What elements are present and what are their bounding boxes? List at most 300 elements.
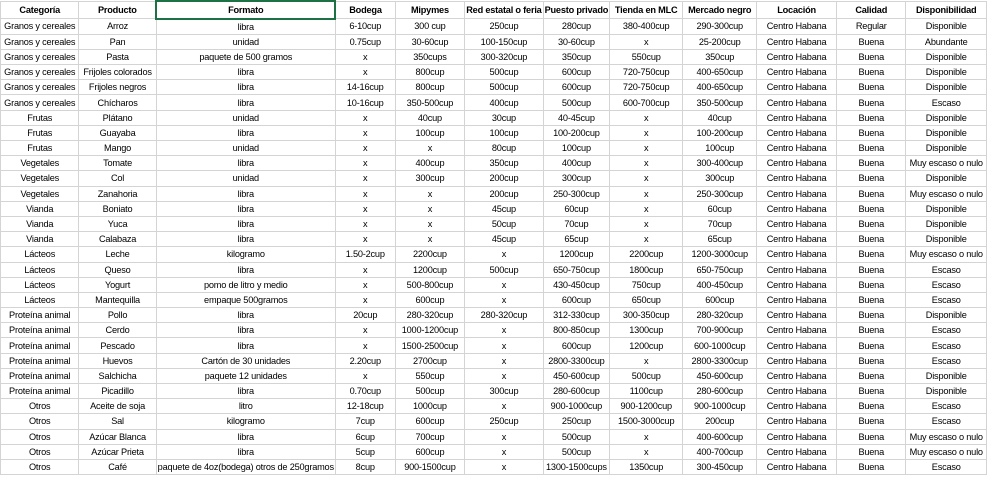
table-cell[interactable]: 45cup xyxy=(465,201,543,216)
table-cell[interactable]: 600cup xyxy=(543,338,610,353)
table-cell[interactable]: Disponible xyxy=(906,125,987,140)
table-cell[interactable]: Proteína animal xyxy=(1,323,79,338)
column-header[interactable]: Mercado negro xyxy=(683,1,757,19)
table-cell[interactable]: 8cup xyxy=(335,459,395,474)
table-cell[interactable]: 40cup xyxy=(395,110,465,125)
table-cell[interactable]: Granos y cereales xyxy=(1,19,79,35)
table-cell[interactable]: Salchicha xyxy=(79,368,156,383)
table-cell[interactable]: x xyxy=(465,429,543,444)
table-cell[interactable]: kilogramo xyxy=(156,247,335,262)
table-cell[interactable]: 14-16cup xyxy=(335,80,395,95)
table-cell[interactable]: Muy escaso o nulo xyxy=(906,186,987,201)
table-cell[interactable]: Muy escaso o nulo xyxy=(906,444,987,459)
table-cell[interactable]: Disponible xyxy=(906,308,987,323)
table-cell[interactable]: 250cup xyxy=(465,19,543,35)
table-cell[interactable]: Centro Habana xyxy=(757,429,837,444)
table-cell[interactable]: Disponible xyxy=(906,216,987,231)
table-cell[interactable]: unidad xyxy=(156,34,335,49)
table-cell[interactable]: 600cup xyxy=(683,292,757,307)
table-cell[interactable]: Buena xyxy=(836,141,906,156)
table-cell[interactable]: libra xyxy=(156,232,335,247)
table-cell[interactable]: 400-650cup xyxy=(683,80,757,95)
table-cell[interactable]: 1200cup xyxy=(543,247,610,262)
table-cell[interactable]: Lácteos xyxy=(1,292,79,307)
table-cell[interactable]: libra xyxy=(156,384,335,399)
table-cell[interactable]: 1500-3000cup xyxy=(610,414,683,429)
table-cell[interactable]: Escaso xyxy=(906,292,987,307)
table-cell[interactable]: 70cup xyxy=(683,216,757,231)
table-cell[interactable]: libra xyxy=(156,308,335,323)
table-cell[interactable]: Buena xyxy=(836,308,906,323)
table-cell[interactable]: 380-400cup xyxy=(610,19,683,35)
table-cell[interactable]: 1200cup xyxy=(610,338,683,353)
table-cell[interactable]: x xyxy=(610,429,683,444)
table-cell[interactable]: Centro Habana xyxy=(757,80,837,95)
table-cell[interactable]: Centro Habana xyxy=(757,201,837,216)
table-cell[interactable]: x xyxy=(465,247,543,262)
table-cell[interactable]: Disponible xyxy=(906,49,987,64)
table-cell[interactable]: 350-500cup xyxy=(683,95,757,110)
table-cell[interactable]: x xyxy=(465,277,543,292)
table-cell[interactable]: pomo de litro y medio xyxy=(156,277,335,292)
table-cell[interactable]: 200cup xyxy=(683,414,757,429)
table-cell[interactable]: Escaso xyxy=(906,262,987,277)
table-cell[interactable]: x xyxy=(335,292,395,307)
table-cell[interactable]: Centro Habana xyxy=(757,459,837,474)
table-cell[interactable]: 1100cup xyxy=(610,384,683,399)
table-cell[interactable]: Vegetales xyxy=(1,156,79,171)
table-cell[interactable]: Otros xyxy=(1,414,79,429)
table-cell[interactable]: Pasta xyxy=(79,49,156,64)
table-cell[interactable]: x xyxy=(335,323,395,338)
table-cell[interactable]: 300-350cup xyxy=(610,308,683,323)
table-cell[interactable]: Vegetales xyxy=(1,186,79,201)
table-cell[interactable]: Buena xyxy=(836,49,906,64)
table-cell[interactable]: 280-600cup xyxy=(683,384,757,399)
table-cell[interactable]: Pescado xyxy=(79,338,156,353)
table-cell[interactable]: 500cup xyxy=(543,444,610,459)
table-cell[interactable]: libra xyxy=(156,262,335,277)
table-cell[interactable]: Buena xyxy=(836,34,906,49)
table-cell[interactable]: Centro Habana xyxy=(757,414,837,429)
table-cell[interactable]: paquete 12 unidades xyxy=(156,368,335,383)
table-cell[interactable]: Guayaba xyxy=(79,125,156,140)
table-cell[interactable]: x xyxy=(465,338,543,353)
table-cell[interactable]: Proteína animal xyxy=(1,308,79,323)
table-cell[interactable]: Centro Habana xyxy=(757,216,837,231)
table-cell[interactable]: 7cup xyxy=(335,414,395,429)
table-cell[interactable]: Pollo xyxy=(79,308,156,323)
table-cell[interactable]: 900-1000cup xyxy=(543,399,610,414)
table-cell[interactable]: Centro Habana xyxy=(757,292,837,307)
table-cell[interactable]: x xyxy=(395,201,465,216)
table-cell[interactable]: Escaso xyxy=(906,338,987,353)
table-cell[interactable]: 12-18cup xyxy=(335,399,395,414)
table-cell[interactable]: Vianda xyxy=(1,216,79,231)
table-cell[interactable]: 600-1000cup xyxy=(683,338,757,353)
table-cell[interactable]: 700-900cup xyxy=(683,323,757,338)
table-cell[interactable]: Disponible xyxy=(906,19,987,35)
table-cell[interactable]: Centro Habana xyxy=(757,171,837,186)
table-cell[interactable]: 6cup xyxy=(335,429,395,444)
table-cell[interactable]: Pan xyxy=(79,34,156,49)
table-cell[interactable]: Escaso xyxy=(906,277,987,292)
table-cell[interactable]: 550cup xyxy=(610,49,683,64)
table-cell[interactable]: 550cup xyxy=(395,368,465,383)
table-cell[interactable]: Proteína animal xyxy=(1,384,79,399)
table-cell[interactable]: 312-330cup xyxy=(543,308,610,323)
table-cell[interactable]: Buena xyxy=(836,444,906,459)
table-cell[interactable]: Centro Habana xyxy=(757,384,837,399)
table-cell[interactable]: Vianda xyxy=(1,201,79,216)
table-cell[interactable]: 100cup xyxy=(465,125,543,140)
table-cell[interactable]: 300cup xyxy=(465,384,543,399)
table-cell[interactable]: Proteína animal xyxy=(1,338,79,353)
table-cell[interactable]: 1200-3000cup xyxy=(683,247,757,262)
table-cell[interactable]: 300-400cup xyxy=(683,156,757,171)
table-cell[interactable]: Zanahoria xyxy=(79,186,156,201)
table-cell[interactable]: libra xyxy=(156,156,335,171)
table-cell[interactable]: 2200cup xyxy=(610,247,683,262)
table-cell[interactable]: Mango xyxy=(79,141,156,156)
table-cell[interactable]: Granos y cereales xyxy=(1,95,79,110)
table-cell[interactable]: Centro Habana xyxy=(757,110,837,125)
table-cell[interactable]: 60cup xyxy=(683,201,757,216)
table-cell[interactable]: 600cup xyxy=(395,414,465,429)
table-cell[interactable]: Centro Habana xyxy=(757,19,837,35)
table-cell[interactable]: Centro Habana xyxy=(757,323,837,338)
table-cell[interactable]: 2.20cup xyxy=(335,353,395,368)
table-cell[interactable]: Buena xyxy=(836,414,906,429)
table-cell[interactable]: 400cup xyxy=(395,156,465,171)
table-cell[interactable]: x xyxy=(465,459,543,474)
table-cell[interactable]: Centro Habana xyxy=(757,186,837,201)
table-cell[interactable]: 300cup xyxy=(543,171,610,186)
table-cell[interactable]: 600-700cup xyxy=(610,95,683,110)
table-cell[interactable]: x xyxy=(465,399,543,414)
table-cell[interactable]: Cartón de 30 unidades xyxy=(156,353,335,368)
table-cell[interactable]: Otros xyxy=(1,429,79,444)
table-cell[interactable]: 70cup xyxy=(543,216,610,231)
table-cell[interactable]: libra xyxy=(156,429,335,444)
table-cell[interactable]: 1200cup xyxy=(395,262,465,277)
table-cell[interactable]: 500cup xyxy=(610,368,683,383)
table-cell[interactable]: x xyxy=(335,65,395,80)
table-cell[interactable]: Otros xyxy=(1,399,79,414)
table-cell[interactable]: Boniato xyxy=(79,201,156,216)
table-cell[interactable]: Lácteos xyxy=(1,277,79,292)
table-cell[interactable]: Disponible xyxy=(906,141,987,156)
table-cell[interactable]: Yuca xyxy=(79,216,156,231)
table-cell[interactable]: Escaso xyxy=(906,353,987,368)
table-cell[interactable]: 1350cup xyxy=(610,459,683,474)
table-cell[interactable]: Centro Habana xyxy=(757,141,837,156)
table-cell[interactable]: x xyxy=(465,292,543,307)
table-cell[interactable]: x xyxy=(610,125,683,140)
table-cell[interactable]: x xyxy=(610,34,683,49)
table-cell[interactable]: Disponible xyxy=(906,171,987,186)
table-cell[interactable]: 900-1000cup xyxy=(683,399,757,414)
table-cell[interactable]: libra xyxy=(156,186,335,201)
table-cell[interactable]: 600cup xyxy=(543,292,610,307)
table-cell[interactable]: x xyxy=(335,216,395,231)
table-cell[interactable]: Disponible xyxy=(906,368,987,383)
table-cell[interactable]: Escaso xyxy=(906,459,987,474)
table-cell[interactable]: 30-60cup xyxy=(543,34,610,49)
table-cell[interactable]: Buena xyxy=(836,353,906,368)
table-cell[interactable]: 400cup xyxy=(465,95,543,110)
table-cell[interactable]: 400-650cup xyxy=(683,65,757,80)
table-cell[interactable]: Proteína animal xyxy=(1,368,79,383)
table-cell[interactable]: 250cup xyxy=(465,414,543,429)
table-cell[interactable]: Otros xyxy=(1,459,79,474)
column-header[interactable]: Locación xyxy=(757,1,837,19)
table-cell[interactable]: Escaso xyxy=(906,95,987,110)
table-cell[interactable]: x xyxy=(335,338,395,353)
table-cell[interactable]: Leche xyxy=(79,247,156,262)
table-cell[interactable]: Lácteos xyxy=(1,262,79,277)
column-header[interactable]: Categoría xyxy=(1,1,79,19)
table-cell[interactable]: 30-60cup xyxy=(395,34,465,49)
table-cell[interactable]: 5cup xyxy=(335,444,395,459)
column-header-selected[interactable]: Formato xyxy=(156,1,335,19)
table-cell[interactable]: libra xyxy=(156,444,335,459)
table-cell[interactable]: Frutas xyxy=(1,125,79,140)
table-cell[interactable]: 600cup xyxy=(543,65,610,80)
table-cell[interactable]: 430-450cup xyxy=(543,277,610,292)
table-cell[interactable]: Buena xyxy=(836,399,906,414)
table-cell[interactable]: Sal xyxy=(79,414,156,429)
table-cell[interactable]: 1000cup xyxy=(395,399,465,414)
table-cell[interactable]: Chícharos xyxy=(79,95,156,110)
table-cell[interactable]: 350cups xyxy=(395,49,465,64)
table-cell[interactable]: Centro Habana xyxy=(757,399,837,414)
table-cell[interactable]: libra xyxy=(156,323,335,338)
table-cell[interactable]: Plátano xyxy=(79,110,156,125)
table-cell[interactable]: 500cup xyxy=(543,429,610,444)
table-cell[interactable]: 400-600cup xyxy=(683,429,757,444)
table-cell[interactable]: 2700cup xyxy=(395,353,465,368)
table-cell[interactable]: libra xyxy=(156,338,335,353)
table-cell[interactable]: empaque 500gramos xyxy=(156,292,335,307)
table-cell[interactable]: x xyxy=(610,232,683,247)
table-cell[interactable]: libra xyxy=(156,19,335,35)
table-cell[interactable]: 250-300cup xyxy=(683,186,757,201)
table-cell[interactable]: x xyxy=(335,368,395,383)
table-cell[interactable]: 60cup xyxy=(543,201,610,216)
table-cell[interactable]: 40cup xyxy=(683,110,757,125)
table-cell[interactable]: x xyxy=(335,262,395,277)
table-cell[interactable]: x xyxy=(610,156,683,171)
table-cell[interactable]: libra xyxy=(156,80,335,95)
table-cell[interactable]: 600cup xyxy=(395,292,465,307)
table-cell[interactable]: unidad xyxy=(156,141,335,156)
table-cell[interactable]: Vianda xyxy=(1,232,79,247)
table-cell[interactable]: Buena xyxy=(836,459,906,474)
table-cell[interactable]: Arroz xyxy=(79,19,156,35)
table-cell[interactable]: 650-750cup xyxy=(683,262,757,277)
table-cell[interactable]: 1000-1200cup xyxy=(395,323,465,338)
table-cell[interactable]: 290-300cup xyxy=(683,19,757,35)
table-cell[interactable]: Buena xyxy=(836,95,906,110)
table-cell[interactable]: Frijoles negros xyxy=(79,80,156,95)
table-cell[interactable]: Abundante xyxy=(906,34,987,49)
table-cell[interactable]: 500cup xyxy=(465,262,543,277)
table-cell[interactable]: 100cup xyxy=(683,141,757,156)
column-header[interactable]: Red estatal o feria xyxy=(465,1,543,19)
table-cell[interactable]: 400-450cup xyxy=(683,277,757,292)
table-cell[interactable]: Buena xyxy=(836,201,906,216)
table-cell[interactable]: 350cup xyxy=(683,49,757,64)
table-cell[interactable]: Centro Habana xyxy=(757,125,837,140)
table-cell[interactable]: 500cup xyxy=(543,95,610,110)
table-cell[interactable]: 0.75cup xyxy=(335,34,395,49)
table-cell[interactable]: 300 cup xyxy=(395,19,465,35)
table-cell[interactable]: 400cup xyxy=(543,156,610,171)
table-cell[interactable]: 280-600cup xyxy=(543,384,610,399)
table-cell[interactable]: x xyxy=(610,171,683,186)
table-cell[interactable]: 500cup xyxy=(395,384,465,399)
table-cell[interactable]: 100-200cup xyxy=(543,125,610,140)
table-cell[interactable]: 280-320cup xyxy=(395,308,465,323)
table-cell[interactable]: Centro Habana xyxy=(757,353,837,368)
table-cell[interactable]: Col xyxy=(79,171,156,186)
table-cell[interactable]: x xyxy=(335,49,395,64)
table-cell[interactable]: paquete de 500 gramos xyxy=(156,49,335,64)
table-cell[interactable]: Centro Habana xyxy=(757,65,837,80)
table-cell[interactable]: 65cup xyxy=(683,232,757,247)
table-cell[interactable]: Escaso xyxy=(906,414,987,429)
table-cell[interactable]: 900-1200cup xyxy=(610,399,683,414)
table-cell[interactable]: Centro Habana xyxy=(757,308,837,323)
table-cell[interactable]: x xyxy=(610,110,683,125)
table-cell[interactable]: Huevos xyxy=(79,353,156,368)
column-header[interactable]: Mipymes xyxy=(395,1,465,19)
table-cell[interactable]: Buena xyxy=(836,110,906,125)
table-cell[interactable]: libra xyxy=(156,95,335,110)
table-cell[interactable]: 1300-1500cups xyxy=(543,459,610,474)
table-cell[interactable]: 350-500cup xyxy=(395,95,465,110)
table-cell[interactable]: x xyxy=(395,216,465,231)
table-cell[interactable]: 900-1500cup xyxy=(395,459,465,474)
table-cell[interactable]: 300-320cup xyxy=(465,49,543,64)
table-cell[interactable]: 650-750cup xyxy=(543,262,610,277)
table-cell[interactable]: Yogurt xyxy=(79,277,156,292)
table-cell[interactable]: libra xyxy=(156,125,335,140)
table-cell[interactable]: Buena xyxy=(836,277,906,292)
table-cell[interactable]: 1300cup xyxy=(610,323,683,338)
table-cell[interactable]: 350cup xyxy=(543,49,610,64)
table-cell[interactable]: Azúcar Prieta xyxy=(79,444,156,459)
table-cell[interactable]: 720-750cup xyxy=(610,65,683,80)
table-cell[interactable]: Centro Habana xyxy=(757,156,837,171)
table-cell[interactable]: Centro Habana xyxy=(757,95,837,110)
table-cell[interactable]: Centro Habana xyxy=(757,262,837,277)
table-cell[interactable]: 280-320cup xyxy=(683,308,757,323)
table-cell[interactable]: 1.50-2cup xyxy=(335,247,395,262)
table-cell[interactable]: unidad xyxy=(156,110,335,125)
table-cell[interactable]: Centro Habana xyxy=(757,247,837,262)
table-cell[interactable]: Picadillo xyxy=(79,384,156,399)
table-cell[interactable]: x xyxy=(610,186,683,201)
table-cell[interactable]: 750cup xyxy=(610,277,683,292)
table-cell[interactable]: 100-200cup xyxy=(683,125,757,140)
table-cell[interactable]: x xyxy=(465,323,543,338)
table-cell[interactable]: Centro Habana xyxy=(757,368,837,383)
table-cell[interactable]: 600cup xyxy=(543,80,610,95)
table-cell[interactable]: 500cup xyxy=(465,65,543,80)
table-cell[interactable]: 2800-3300cup xyxy=(683,353,757,368)
table-cell[interactable]: 2800-3300cup xyxy=(543,353,610,368)
table-cell[interactable]: Buena xyxy=(836,125,906,140)
table-cell[interactable]: 10-16cup xyxy=(335,95,395,110)
table-cell[interactable]: 280cup xyxy=(543,19,610,35)
table-cell[interactable]: Proteína animal xyxy=(1,353,79,368)
table-cell[interactable]: Queso xyxy=(79,262,156,277)
table-cell[interactable]: x xyxy=(610,141,683,156)
table-cell[interactable]: Granos y cereales xyxy=(1,49,79,64)
table-cell[interactable]: 500cup xyxy=(465,80,543,95)
table-cell[interactable]: Buena xyxy=(836,338,906,353)
table-cell[interactable]: Frutas xyxy=(1,110,79,125)
table-cell[interactable]: Buena xyxy=(836,368,906,383)
table-cell[interactable]: Buena xyxy=(836,80,906,95)
table-cell[interactable]: 2200cup xyxy=(395,247,465,262)
table-cell[interactable]: 100cup xyxy=(543,141,610,156)
table-cell[interactable]: Disponible xyxy=(906,384,987,399)
table-cell[interactable]: Buena xyxy=(836,216,906,231)
table-cell[interactable]: x xyxy=(395,141,465,156)
table-cell[interactable]: Buena xyxy=(836,247,906,262)
table-cell[interactable]: Buena xyxy=(836,262,906,277)
table-cell[interactable]: Buena xyxy=(836,232,906,247)
table-cell[interactable]: Café xyxy=(79,459,156,474)
table-cell[interactable]: Muy escaso o nulo xyxy=(906,156,987,171)
table-cell[interactable]: Buena xyxy=(836,429,906,444)
table-cell[interactable]: 450-600cup xyxy=(543,368,610,383)
table-cell[interactable]: 600cup xyxy=(395,444,465,459)
table-cell[interactable]: x xyxy=(335,186,395,201)
table-cell[interactable]: x xyxy=(335,156,395,171)
table-cell[interactable]: Cerdo xyxy=(79,323,156,338)
table-cell[interactable]: 100cup xyxy=(395,125,465,140)
table-cell[interactable]: kilogramo xyxy=(156,414,335,429)
table-cell[interactable]: Buena xyxy=(836,156,906,171)
table-cell[interactable]: 800-850cup xyxy=(543,323,610,338)
table-cell[interactable]: x xyxy=(610,353,683,368)
table-cell[interactable]: Granos y cereales xyxy=(1,34,79,49)
table-cell[interactable]: Lácteos xyxy=(1,247,79,262)
table-cell[interactable]: x xyxy=(610,201,683,216)
table-cell[interactable]: 350cup xyxy=(465,156,543,171)
table-cell[interactable]: Centro Habana xyxy=(757,338,837,353)
table-cell[interactable]: x xyxy=(335,141,395,156)
table-cell[interactable]: x xyxy=(395,186,465,201)
table-cell[interactable]: Buena xyxy=(836,171,906,186)
table-cell[interactable]: Azúcar Blanca xyxy=(79,429,156,444)
table-cell[interactable]: 0.70cup xyxy=(335,384,395,399)
table-cell[interactable]: 45cup xyxy=(465,232,543,247)
table-cell[interactable]: 1500-2500cup xyxy=(395,338,465,353)
table-cell[interactable]: x xyxy=(465,353,543,368)
table-cell[interactable]: Granos y cereales xyxy=(1,65,79,80)
column-header[interactable]: Bodega xyxy=(335,1,395,19)
table-cell[interactable]: Centro Habana xyxy=(757,232,837,247)
table-cell[interactable]: x xyxy=(465,444,543,459)
column-header[interactable]: Tienda en MLC xyxy=(610,1,683,19)
table-cell[interactable]: 650cup xyxy=(610,292,683,307)
table-cell[interactable]: Disponible xyxy=(906,232,987,247)
